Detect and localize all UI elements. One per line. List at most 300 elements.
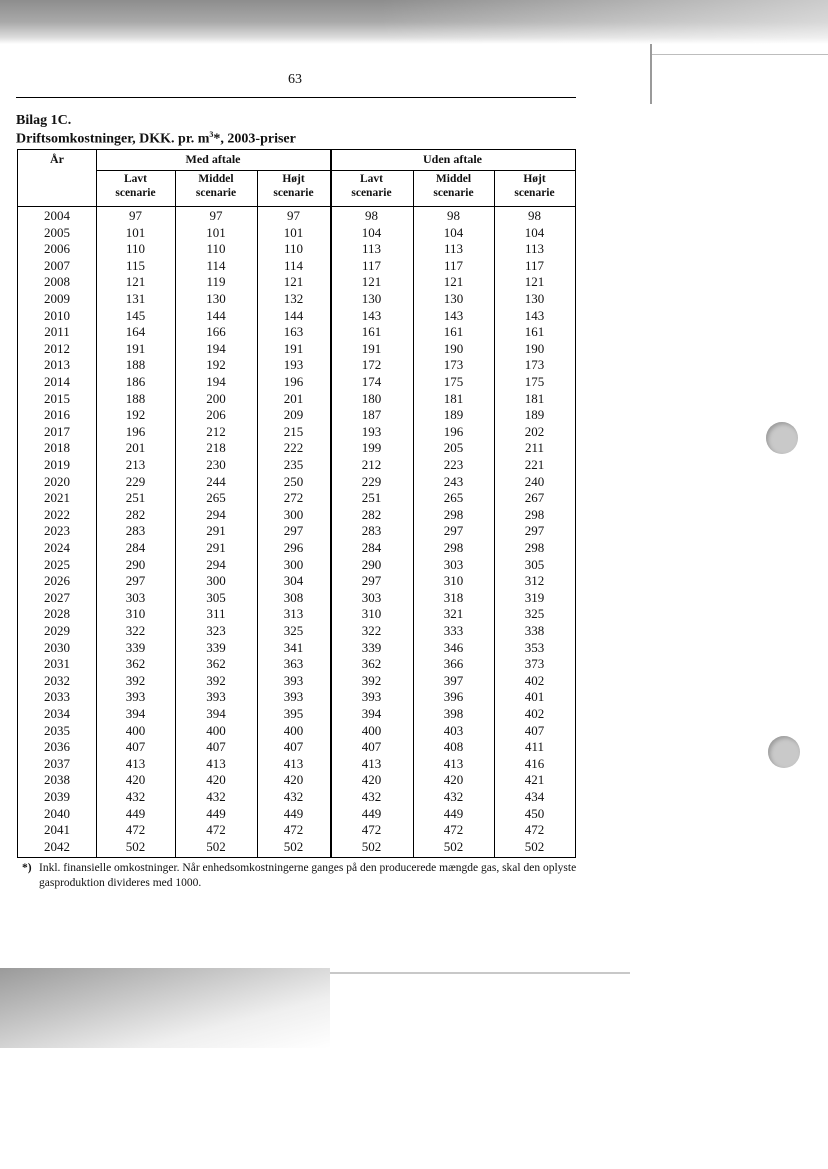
row-year: 2021	[44, 490, 70, 506]
table-cell: 173	[443, 357, 464, 373]
table-cell: 363	[283, 656, 304, 672]
table-cell: 189	[443, 407, 464, 423]
table-cell: 297	[361, 573, 382, 589]
col-header-line2: scenarie	[351, 187, 392, 199]
table-cell: 97	[287, 208, 300, 223]
row-year: 2022	[44, 506, 70, 522]
table-cell: 193	[361, 423, 382, 439]
table-cell: 284	[125, 540, 146, 555]
table-cell: 393	[361, 689, 382, 705]
table-cell: 502	[206, 838, 226, 854]
table-cell: 143	[361, 307, 382, 323]
table-cell: 212	[361, 457, 382, 472]
table-cell: 132	[283, 291, 304, 306]
table-cell: 411	[524, 739, 545, 755]
table-cell: 449	[206, 805, 226, 821]
scan-edge	[650, 44, 652, 104]
table-cell: 251	[361, 490, 382, 506]
title-superscript: 3	[209, 130, 214, 139]
table-cell: 472	[283, 822, 304, 838]
table-cell: 143	[443, 307, 464, 323]
table-cell: 215	[283, 423, 304, 439]
table-cell: 200	[206, 390, 226, 406]
row-year: 2037	[44, 755, 70, 771]
table-cell: 298	[524, 540, 545, 555]
col-header	[96, 172, 175, 200]
table-cell: 119	[206, 274, 226, 290]
table-cell: 110	[283, 241, 304, 257]
table-cell: 291	[206, 523, 226, 539]
table-cell: 322	[361, 623, 382, 638]
table-cell: 175	[443, 374, 464, 389]
table-cell: 353	[524, 639, 545, 655]
table-cell: 319	[524, 589, 545, 605]
col-header-line1: Middel	[198, 173, 234, 185]
header-divider	[96, 170, 575, 171]
table-cell: 392	[361, 672, 382, 688]
table-cell: 114	[283, 257, 304, 273]
table-cell: 190	[443, 340, 464, 356]
table-cell: 196	[283, 374, 304, 389]
row-year: 2036	[44, 739, 70, 755]
row-year: 2012	[44, 340, 70, 356]
table-cell: 310	[125, 606, 146, 622]
table-cell: 115	[125, 257, 146, 273]
table-cell: 113	[524, 241, 545, 257]
table-cell: 193	[283, 357, 304, 373]
table-cell: 265	[206, 490, 226, 506]
table-cell: 186	[125, 374, 146, 389]
table-cell: 321	[443, 606, 464, 622]
table-cell: 305	[206, 589, 226, 605]
row-year: 2041	[44, 822, 70, 838]
table-cell: 180	[361, 390, 382, 406]
table-cell: 502	[125, 838, 146, 854]
table-cell: 199	[361, 440, 382, 456]
table-cell: 229	[125, 473, 146, 489]
table-cell: 322	[125, 623, 146, 638]
table-cell: 472	[206, 822, 226, 838]
row-year: 2023	[44, 523, 70, 539]
punch-hole-bottom	[768, 736, 800, 768]
table-cell: 192	[125, 407, 146, 423]
table-cell: 472	[524, 822, 545, 838]
table-cell: 201	[125, 440, 146, 456]
col-header	[257, 172, 330, 200]
row-year: 2011	[44, 324, 70, 340]
table-cell: 121	[361, 274, 382, 290]
table-cell: 432	[361, 789, 382, 804]
table-cell: 362	[125, 656, 146, 672]
table-cell: 472	[361, 822, 382, 838]
row-year: 2010	[44, 307, 70, 323]
table-cell: 393	[125, 689, 146, 705]
table-cell: 161	[443, 324, 464, 340]
row-year: 2018	[44, 440, 70, 456]
table-cell: 298	[524, 506, 545, 522]
col-header-line1: Højt	[523, 173, 546, 185]
row-year: 2024	[44, 540, 70, 555]
table-cell: 130	[206, 291, 226, 306]
table-cell: 209	[283, 407, 304, 423]
col-header-line1: Lavt	[360, 173, 383, 185]
table-cell: 297	[524, 523, 545, 539]
table-cell: 393	[206, 689, 226, 705]
table-cell: 196	[125, 423, 146, 439]
row-year: 2016	[44, 407, 70, 423]
table-cell: 244	[206, 473, 226, 489]
table-cell: 201	[283, 390, 304, 406]
table-cell: 407	[206, 739, 226, 755]
table-cell: 396	[443, 689, 464, 705]
table-cell: 416	[524, 755, 545, 771]
table-cell: 413	[206, 755, 226, 771]
table-cell: 400	[206, 722, 226, 738]
table-cell: 298	[443, 506, 464, 522]
punch-hole-top	[766, 422, 798, 454]
table-cell: 212	[206, 423, 226, 439]
table-cell: 175	[524, 374, 545, 389]
table-cell: 394	[125, 706, 146, 721]
table-cell: 104	[361, 224, 382, 240]
table-cell: 121	[125, 274, 146, 290]
table-cell: 395	[283, 706, 304, 721]
col-header	[494, 172, 575, 200]
row-year: 2008	[44, 274, 70, 290]
table-cell: 400	[361, 722, 382, 738]
table-cell: 284	[361, 540, 382, 555]
col-header	[330, 172, 413, 200]
table-cell: 130	[443, 291, 464, 306]
table-cell: 394	[206, 706, 226, 721]
table-cell: 161	[361, 324, 382, 340]
row-year: 2026	[44, 573, 70, 589]
table-cell: 113	[361, 241, 382, 257]
table-cell: 145	[125, 307, 146, 323]
table-cell: 117	[443, 257, 464, 273]
scan-edge-bottom-line	[330, 972, 630, 974]
table-cell: 114	[206, 257, 226, 273]
table-cell: 188	[125, 357, 146, 373]
table-cell: 113	[443, 241, 464, 257]
table-cell: 421	[524, 772, 545, 788]
row-year: 2040	[44, 805, 70, 821]
table-cell: 121	[283, 274, 304, 290]
col-header-line2: scenarie	[195, 187, 237, 199]
table-cell: 394	[361, 706, 382, 721]
title-main: Driftsomkostninger, DKK. pr. m	[16, 131, 210, 147]
table-cell: 97	[129, 208, 142, 223]
table-cell: 311	[206, 606, 226, 622]
table-cell: 402	[524, 706, 545, 721]
table-cell: 265	[443, 490, 464, 506]
table-cell: 196	[443, 423, 464, 439]
table-cell: 144	[206, 307, 226, 323]
table-cell: 420	[283, 772, 304, 788]
row-year: 2019	[44, 457, 70, 472]
row-year: 2028	[44, 606, 70, 622]
row-year: 2042	[44, 838, 70, 854]
table-cell: 339	[206, 639, 226, 655]
table-cell: 297	[283, 523, 304, 539]
table-cell: 294	[206, 506, 226, 522]
table-cell: 117	[524, 257, 545, 273]
table-cell: 413	[283, 755, 304, 771]
table-cell: 303	[125, 589, 146, 605]
table-cell: 362	[206, 656, 226, 672]
table-cell: 312	[524, 573, 545, 589]
table-cell: 407	[283, 739, 304, 755]
table-cell: 110	[125, 241, 146, 257]
table-cell: 323	[206, 623, 226, 638]
table-cell: 300	[283, 506, 304, 522]
table-cell: 397	[443, 672, 464, 688]
table-cell: 104	[524, 224, 545, 240]
scan-shadow-fade	[380, 0, 828, 44]
col-header	[175, 172, 257, 200]
table-cell: 304	[283, 573, 304, 589]
row-year: 2031	[44, 656, 70, 672]
table-cell: 181	[524, 390, 545, 406]
table-cell: 413	[125, 755, 146, 771]
table-cell: 181	[443, 390, 464, 406]
table-cell: 341	[283, 639, 304, 655]
table-cell: 420	[206, 772, 226, 788]
table-cell: 223	[443, 457, 464, 472]
table-cell: 296	[283, 540, 304, 555]
table-cell: 298	[443, 540, 464, 555]
table-cell: 211	[524, 440, 545, 456]
table-cell: 300	[283, 556, 304, 572]
table-cell: 202	[524, 423, 545, 439]
table-title	[16, 130, 296, 148]
table-cell: 117	[361, 257, 382, 273]
table-cell: 101	[125, 224, 146, 240]
table-cell: 272	[283, 490, 304, 506]
table-cell: 310	[443, 573, 464, 589]
row-year: 2005	[44, 224, 70, 240]
row-year: 2020	[44, 473, 70, 489]
table-cell: 339	[125, 639, 146, 655]
table-cell: 163	[283, 324, 304, 340]
table-cell: 420	[125, 772, 146, 788]
table-cell: 366	[443, 656, 464, 672]
table-cell: 191	[125, 340, 146, 356]
table-cell: 300	[206, 573, 226, 589]
table-cell: 392	[206, 672, 226, 688]
table-cell: 291	[206, 540, 226, 555]
row-year: 2032	[44, 672, 70, 688]
table-cell: 400	[125, 722, 146, 738]
row-year: 2034	[44, 706, 70, 721]
table-cell: 333	[443, 623, 464, 638]
table-cell: 407	[361, 739, 382, 755]
table-cell: 401	[524, 689, 545, 705]
table-cell: 130	[524, 291, 545, 306]
table-cell: 413	[443, 755, 464, 771]
table-cell: 98	[365, 208, 378, 223]
table-cell: 130	[361, 291, 382, 306]
row-year: 2029	[44, 623, 70, 638]
table-cell: 213	[125, 457, 146, 472]
table-cell: 402	[524, 672, 545, 688]
col-header-line2: scenarie	[115, 187, 156, 199]
row-year: 2017	[44, 423, 70, 439]
table-cell: 131	[125, 291, 146, 306]
table-cell: 283	[361, 523, 382, 539]
table-cell: 243	[443, 473, 464, 489]
table-cell: 230	[206, 457, 226, 472]
row-year: 2027	[44, 589, 70, 605]
table-cell: 235	[283, 457, 304, 472]
col-header-line2: scenarie	[433, 187, 474, 199]
table-cell: 194	[206, 374, 226, 389]
table-cell: 303	[443, 556, 464, 572]
table-cell: 98	[447, 208, 460, 223]
table-cell: 325	[283, 623, 304, 638]
table-cell: 373	[524, 656, 545, 672]
table-cell: 346	[443, 639, 464, 655]
row-year: 2004	[44, 208, 70, 223]
table-cell: 283	[125, 523, 146, 539]
row-year: 2039	[44, 789, 70, 804]
table-cell: 174	[361, 374, 382, 389]
table-cell: 308	[283, 589, 304, 605]
page-number: 63	[288, 72, 302, 87]
table-cell: 362	[361, 656, 382, 672]
table-cell: 449	[361, 805, 382, 821]
table-cell: 101	[206, 224, 226, 240]
table-cell: 339	[361, 639, 382, 655]
footnote	[22, 861, 582, 891]
header-rule	[16, 97, 576, 98]
table-cell: 420	[443, 772, 464, 788]
table-cell: 434	[524, 789, 545, 804]
row-year: 2025	[44, 556, 70, 572]
table-cell: 192	[206, 357, 226, 373]
table-cell: 282	[361, 506, 382, 522]
table-cell: 392	[125, 672, 146, 688]
row-year: 2006	[44, 241, 70, 257]
table-cell: 172	[361, 357, 382, 373]
table-cell: 502	[283, 838, 304, 854]
table-cell: 502	[361, 838, 382, 854]
table-cell: 393	[283, 672, 304, 688]
table-cell: 191	[283, 340, 304, 356]
table-cell: 190	[524, 340, 545, 356]
table-cell: 408	[443, 739, 464, 755]
table-cell: 166	[206, 324, 226, 340]
table-cell: 101	[283, 224, 304, 240]
table-cell: 305	[524, 556, 545, 572]
annex-label: Bilag 1C.	[16, 113, 72, 128]
table-cell: 338	[524, 623, 545, 638]
table-cell: 472	[443, 822, 464, 838]
row-year: 2038	[44, 772, 70, 788]
table-cell: 191	[361, 340, 382, 356]
footnote-text: Inkl. finansielle omkostninger. Når enhedsomkostningerne ganges på den producerede mængde gas, skal den oplyste gasproduktion divideres med 1000.	[39, 862, 577, 889]
table-cell: 251	[125, 490, 146, 506]
cost-table	[17, 149, 576, 858]
table-cell: 393	[283, 689, 304, 705]
table-cell: 432	[125, 789, 146, 804]
col-header-line1: Højt	[282, 173, 305, 185]
table-cell: 502	[524, 838, 545, 854]
table-cell: 413	[361, 755, 382, 771]
table-cell: 407	[524, 722, 545, 738]
table-cell: 325	[524, 606, 545, 622]
table-cell: 282	[125, 506, 146, 522]
table-cell: 297	[125, 573, 146, 589]
table-cell: 187	[361, 407, 382, 423]
table-cell: 206	[206, 407, 226, 423]
table-cell: 222	[283, 440, 304, 456]
row-year: 2013	[44, 357, 70, 373]
table-cell: 290	[125, 556, 146, 572]
col-header-line2: scenarie	[273, 187, 314, 199]
table-cell: 221	[524, 457, 545, 472]
table-cell: 313	[283, 606, 304, 622]
table-cell: 449	[443, 805, 464, 821]
row-year: 2033	[44, 689, 70, 705]
table-cell: 188	[125, 390, 146, 406]
scan-shadow-bottom	[0, 968, 330, 1048]
table-cell: 403	[443, 722, 464, 738]
col-header-line1: Lavt	[124, 173, 147, 185]
header-bottom-rule	[18, 206, 575, 207]
table-cell: 144	[283, 307, 304, 323]
table-cell: 250	[283, 473, 304, 489]
table-cell: 267	[524, 490, 545, 506]
table-cell: 420	[361, 772, 382, 788]
scan-edge-line	[652, 54, 828, 55]
row-year: 2030	[44, 639, 70, 655]
col-header-line2: scenarie	[514, 187, 555, 199]
table-cell: 161	[524, 324, 545, 340]
table-cell: 97	[209, 208, 223, 223]
col-header-line1: Middel	[435, 173, 472, 185]
table-cell: 294	[206, 556, 226, 572]
table-cell: 229	[361, 473, 382, 489]
table-cell: 143	[524, 307, 545, 323]
table-cell: 502	[443, 838, 464, 854]
table-cell: 398	[443, 706, 464, 721]
table-cell: 164	[125, 324, 146, 340]
table-cell: 121	[524, 274, 545, 290]
col-header	[413, 172, 494, 200]
title-rest: *, 2003-priser	[213, 131, 296, 147]
table-cell: 303	[361, 589, 382, 605]
table-cell: 189	[524, 407, 545, 423]
row-year: 2007	[44, 257, 70, 273]
table-cell: 205	[443, 440, 464, 456]
row-year: 2035	[44, 722, 70, 738]
table-cell: 218	[206, 440, 226, 456]
footnote-mark: *)	[22, 862, 32, 874]
table-cell: 240	[524, 473, 545, 489]
table-cell: 104	[443, 224, 464, 240]
table-cell: 98	[528, 208, 541, 223]
table-cell: 310	[361, 606, 382, 622]
table-cell: 290	[361, 556, 382, 572]
row-year: 2014	[44, 374, 70, 389]
group-header-med-aftale: Med aftale	[185, 152, 241, 166]
table-cell: 432	[283, 789, 304, 804]
table-cell: 449	[283, 805, 304, 821]
table-cell: 450	[524, 805, 545, 821]
group-header-uden-aftale: Uden aftale	[423, 152, 482, 166]
table-cell: 472	[125, 822, 146, 838]
